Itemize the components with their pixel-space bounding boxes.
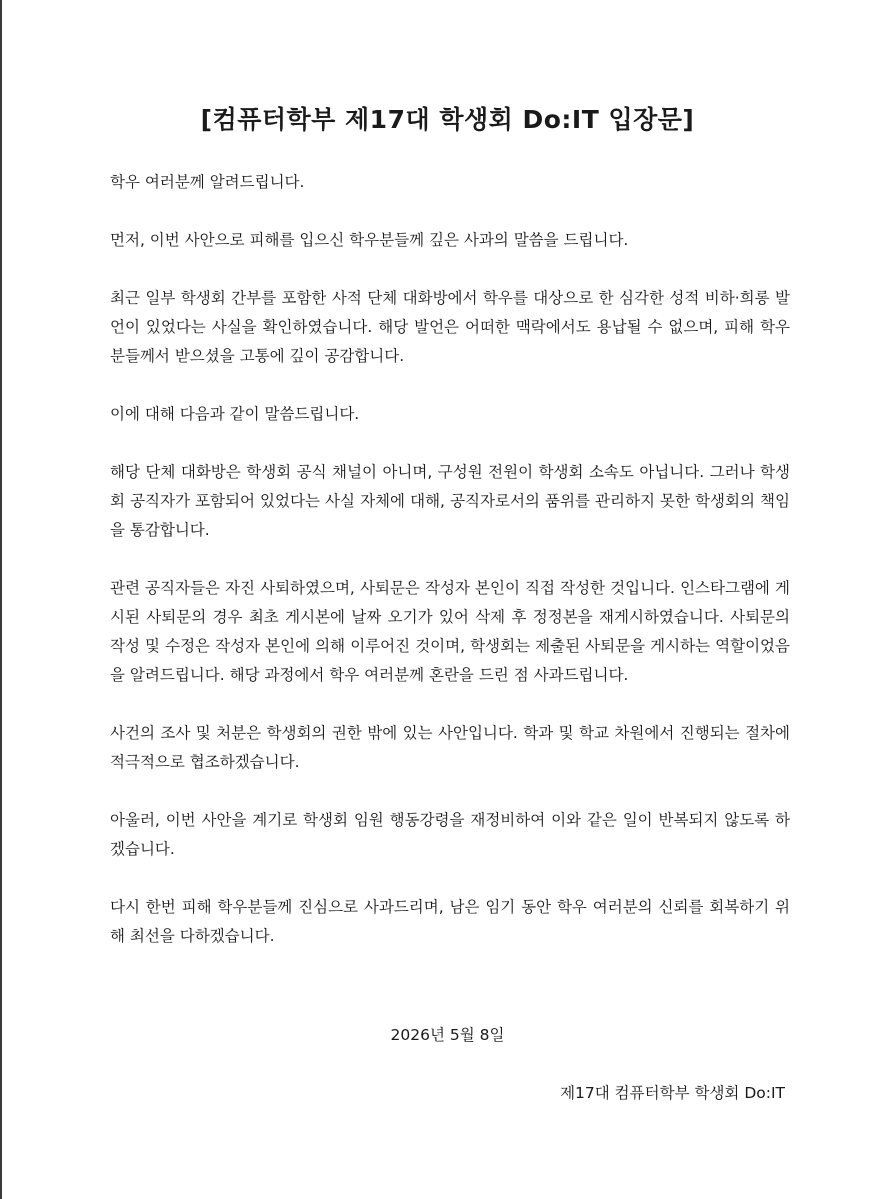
document-title: [컴퓨터학부 제17대 학생회 Do:IT 입장문] [200, 105, 695, 134]
paragraph-chatroom: 해당 단체 대화방은 학생회 공식 채널이 아니며, 구성원 전원이 학생회 소속도 아닙니다. 그러나 학생회 공직자가 포함되어 있었다는 사실 자체에 대해, 공직자로서의 품위를 관리하지 못한 학생회의 책임을 통감합니다. [110, 463, 790, 539]
document-date: 2026년 5월 8일 [390, 1026, 505, 1044]
document-body [110, 168, 790, 951]
paragraph-greeting: 학우 여러분께 알려드립니다. [110, 173, 305, 191]
paragraph-investigation: 사건의 조사 및 처분은 학생회의 권한 밖에 있는 사안입니다. 학과 및 학교 차원에서 진행되는 절차에 적극적으로 협조하겠습니다. [110, 724, 790, 771]
paragraph-apology: 먼저, 이번 사안으로 피해를 입으신 학우분들께 깊은 사과의 말씀을 드립니다. [110, 231, 629, 249]
paragraph-incident: 최근 일부 학생회 간부를 포함한 사적 단체 대화방에서 학우를 대상으로 한 심각한 성적 비하·희롱 발언이 있었다는 사실을 확인하였습니다. 해당 발언은 어떠한 맥락에서도 용납될 수 없으며, 피해 학우분들께서 받으셨을 고통에 깊이 공감합니다. [110, 289, 790, 365]
paragraph-resignation: 관련 공직자들은 자진 사퇴하였으며, 사퇴문은 작성자 본인이 직접 작성한 것입니다. 인스타그램에 게시된 사퇴문의 경우 최초 게시본에 날짜 오기가 있어 삭제 후 정정본을 재게시하였습니다. 사퇴문의 작성 및 수정은 작성자 본인에 의해 이루어진 것이며, 학생회는 제출된 사퇴문을 게시하는 역할이었음을 알려드립니다. 해당 과정에서 학우 여러분께 혼란을 드린 점 사과드립니다. [110, 579, 790, 684]
paragraph-closing: 다시 한번 피해 학우분들께 진심으로 사과드리며, 남은 임기 동안 학우 여러분의 신뢰를 회복하기 위해 최선을 다하겠습니다. [110, 898, 790, 945]
paragraph-code-of-conduct: 아울러, 이번 사안을 계기로 학생회 임원 행동강령을 재정비하여 이와 같은 일이 반복되지 않도록 하겠습니다. [110, 811, 790, 858]
document-signature: 제17대 컴퓨터학부 학생회 Do:IT [560, 1084, 785, 1102]
paragraph-intro-statement: 이에 대해 다음과 같이 말씀드립니다. [110, 405, 360, 423]
